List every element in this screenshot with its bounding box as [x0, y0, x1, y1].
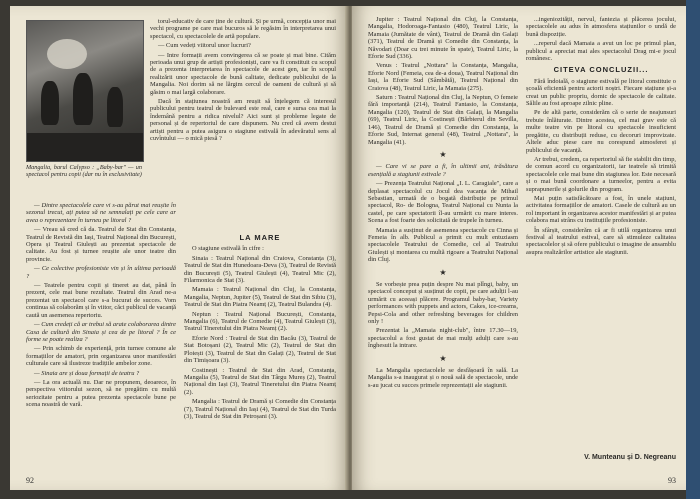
author-signature: V. Munteanu și D. Negreanu [584, 454, 676, 461]
paragraph: Costinești : Teatrul de Stat din Arad, Constanța, Mangalia (5), Teatrul de Stat din Târgu Mureș (2), Teatrul Național din Iași (3), Teatrul Tineretului din Piatra Neamț (2). [184, 366, 336, 396]
photo-caption: Mangalia, barul Calypso : „Baby-bar" — un spectacol pentru copii (dar nu în exclusivitate) [26, 164, 142, 178]
audience-figure [27, 133, 143, 161]
paragraph: — Intre formații avem convingerea că se poate și mai bine. Cităm perioada unui grup de artiști profesioniști, care va fi constituit cu scopul de a prezenta interpretarea în spectacole de acest gen, iar în scopul realizării unor spectacole de bună calitate, dedicate publicului de la Mangalia. Noi dorim să ne lărgim cercul de oameni de cultură și să găsim o mai largă colaborare. [150, 51, 336, 96]
paragraph: — Prin schimb de experiență, prin turnee comune ale formațiilor de amatori, prin organizarea unor manifestări culturale care să ilustreze tradițiile ambelor zone. [26, 345, 176, 368]
paragraph: Jupiter : Teatrul Național din Cluj, la Constanța, Mangalia, Hodoroaga-Fantasio (480), Teatrul Liric, la Mamaia (Jumătate de vânt), Teatrul de Dramă din Galați (371), Teatrul de Dramă și Comedie din Constanța, la Năvodari (Doar cu trei minute în spate), Teatrul Liric, la Eforie Sud (336). [368, 16, 518, 61]
right-page [352, 6, 690, 490]
paragraph: ...reperul dacă Mamaia a avut un loc pe primul plan, publicul a apreciat mai ales spectacolul Drag mi-e jocul românesc. [526, 40, 676, 63]
column-2 [184, 230, 336, 422]
paragraph: În sfârșit, considerăm că ar fi utilă organizarea unui festival al teatrului estival, care să stimuleze calitatea spectacolelor și să ofere publicului o imagine de ansamblu asupra realizărilor artistice ale stagiunii. [526, 226, 676, 256]
paragraph: — La ora actuală nu. Dar ne propunem, deoarece, în perspectiva viitorului sezon, să ne pregătim cu multă seriozitate pentru a putea prezenta spectacole bune pe scena noastră de vară. [26, 378, 176, 409]
left-page [10, 6, 348, 490]
paragraph: La Mangalia spectacolele se desfășoară în sală. La Mangalia s-a inaugurat și o nouă sală de spectacole, unde s-au jucat cu succes primele reprezentații ale stagiunii. [368, 367, 518, 389]
star-separator-icon: ★ [439, 353, 447, 363]
paragraph: — Ce colective profesioniste vin și în ultima perioadă ? [26, 265, 176, 280]
paragraph: Se vorbește prea puțin despre Nu mai plîngi, baby, un spectacol conceput și susținut de copii, pe care adulții l-au urmărit cu aceeași plăcere. Programul baby-bar, Variety performances with puppets and actors, Cakes, ice-creams, Pepsi-Cola and other refreshing beverages for children only ! [368, 281, 518, 326]
paragraph: Dacă în stațiunea noastră am reușit să înțelegem că interesul publicului pentru teatrul de bulevard este real, care e sursa cea mai la îndemână pentru a ridica nivelul? Aici sunt și probleme legate de personal și de repertoriul de care dispunem. Nu cred că avem destui artiști pentru a putea asigura o stagiune estivală în adevăratul sens al cuvîntului — o mică piesă ? [150, 98, 336, 143]
column-4 [526, 16, 676, 258]
paragraph: Sinaia : Teatrul Național din Craiova, Constanța (3), Teatrul de Stat din Hunedoara-Deva (3), Teatrul de Revistă din București (5), Teatrul Giulești (4), Teatrul Mic (2), Filarmonica de Stat (3). [184, 254, 336, 285]
column-1-top [150, 18, 336, 145]
star-separator-icon: ★ [439, 149, 447, 159]
paragraph: — Cum credeți că ar trebui să arate colaborarea dintre Casa de cultură din Sinaia și cea de pe litoral ? În ce forme se poate realiza ? [26, 321, 176, 343]
paragraph: Eforie Nord : Teatrul de Stat din Bacău (3), Teatrul de Stat Botoșani (2), Teatrul Mic (2), Teatrul de Stat din Ploiești (3), Teatrul de Stat din Galați (2), Teatrul de Stat din Timișoara (3). [184, 334, 336, 365]
page-number-left: 92 [26, 476, 34, 485]
stage-light [47, 39, 87, 69]
paragraph: ...ingeniozității, nervul, fantezia și plăcerea jocului, spectacolele au adus în atmosfera stațiunilor o undă de bună dispoziție. [526, 16, 676, 38]
paragraph: — Prezența Teatrului Național „I. L. Caragiale", care a deplasat spectacolul cu Jocul dea vacanța de Mihail Sebastian, urmată de o bogată distribuție pe primul spectacol, Ro- de Bologna, Teatrul Național cu Nunta la castel, pe care spectatorii îl-au urmărit cu mare interes. Scena a fost foarte des solicitată de trupele în turneu. [368, 180, 518, 225]
paragraph: Ar trebui, credem, ca repertoriul să fie stabilit din timp, de comun acord cu organizatorii, iar teatrele să trimită spectacolele cele mai bune din stagiunea lor. Este necesară și o mai bună coordonare a turneelor, pentru a evita suprapunerile și golurile din program. [526, 155, 676, 193]
paragraph: Neptun : Teatrul Național București, Constanța, Mangalia (6), Teatrul de Comedie (4), Teatrul Giulești (3), Teatrul Tineretului din Piatra Neamț (2). [184, 310, 336, 333]
paragraph: — Sinaia are și doua formații de teatru ? [34, 369, 140, 377]
paragraph: Mamaia : Teatrul Național din Cluj, la Constanța, Mangalia, Neptun, Jupiter (5), Teatrul de Stat din Sibiu (3), Teatrul de Stat din Piatra Neamț (2), Teatrul Bulandra (4). [184, 286, 336, 309]
paragraph: Venus : Teatrul „Nottara" la Constanța, Mangalia, Eforie Nord (Femeia, cea de-a doua), Teatrul Național din Iași, la Eforie Sud (Sâmbătă), Teatrul Național din Craiova (48), Teatrul Liric, la Mamaia (275). [368, 62, 518, 92]
paragraph: Mangalia : Teatrul de Dramă și Comedie din Constanța (7), Teatrul Național din Iași (4), Teatrul de Stat din Turda (3), Teatrul de Stat din Petroșani (3). [184, 398, 336, 420]
paragraph: Mai puțin satisfăcătoare a fost, în unele stațiuni, activitatea formațiilor de amatori. Casele de cultură au un rol important în organizarea acestor manifestări și ar putea colabora mai strâns cu instituțiile profesioniste. [526, 194, 676, 225]
paragraph: — Care vi se pare a fi, în ultimii ani, trăsătura esențială a stagiunii estivale ? [368, 163, 518, 178]
column-1-bottom [26, 202, 176, 411]
paragraph: Fără îndoială, o stagiune estivală pe litoral constituie o școală eficientă pentru actorii noștri. Fiecare stațiune și-a creat un public propriu, dornic de spectacole de calitate. Sălile au fost aproape zilnic pline. [526, 77, 676, 108]
page-number-right: 93 [668, 476, 676, 485]
star-separator-icon: ★ [439, 267, 447, 277]
paragraph: Prezentat la „Mamaia night-club", între 17.30—19, spectacolul a fost gustat de mai mulți adulți care s-au înghesuit la intrare. [368, 327, 518, 350]
paragraph: torul-educativ de care ține de cultură. Și pe urmă, concepția unor mai vechi programe pe care mai bucuros să le regăsim în interpretarea unui spectacol, cu spectacolele de artă populare. [150, 18, 336, 40]
stage-photo [26, 20, 144, 162]
paragraph: — Dintre spectacolele care vi s-au părut mai reușite în sezonul trecut, ați putea să ne semnalați pe cele care ar avea o reprezentare în turneu pe litoral ? [26, 202, 176, 224]
book-cover-edge [686, 0, 700, 499]
paragraph: Mamaia a susținut de asemenea spectacole cu Cinna și Femeia în alb. Publicul a primit cu mult entuziasm spectacolele Teatrului de Comedie, cel al Teatrului Giulești și montarea cu multă rigoare a Teatrului Național din Cluj. [368, 226, 518, 264]
performer-figure [107, 87, 123, 127]
performer-figure [41, 81, 59, 125]
paragraph: O stagiune estivală în cifre : [192, 245, 264, 253]
paragraph: Pe de altă parte, considerăm că o serie de neajunsuri trebuie înlăturate. Dintre acestea, cel mai grav este că multe teatre vin pe litoral cu spectacole insuficient pregătite, cu distribuții reduse, cu decoruri improvizate. Altele aduc piese care nu corespund atmosferei și publicului de vacanță. [526, 109, 676, 154]
paragraph: — Teatrele pentru copii și tineret au dat, până în prezent, cele mai bune rezultate. Teatrul din Arad ne-a prezentat un spectacol care s-a bucurat de succes. Vom continua să colaborăm și în viitor, căci publicul de vacanță caută un asemenea repertoriu. [26, 282, 176, 319]
paragraph: — Cum vedeți viitorul unor lucruri? [158, 42, 251, 50]
paragraph: Saturn : Teatrul Național din Cluj, la Neptun, O femeie fără importanță (214), Teatrul Fantasio, la Constanța, Mangalia (120), Teatrul de Stat din Galați, la Mangalia (69), Teatrul Liric, la Costinești (Bărbierul din Sevilla, 146), Teatrul de Dramă și Comedie din Constanța, la Eforie Sud, Internat general (48), Teatrul „Nottara", la Mangalia (41). [368, 94, 518, 146]
column-3 [368, 16, 518, 391]
section-heading-la-mare: LA MARE [239, 233, 281, 242]
paragraph: — Vreau să cred că da. Teatrul de Stat din Constanța, Teatrul de Revistă din Iași, Teatrul Național din București, Opera și Teatrul Giulești au prezentat spectacole de calitate. Au fost și turnee reușite ale unor teatre din provincie. [26, 226, 176, 263]
section-heading-concluzii: CITEVA CONCLUZII... [553, 65, 649, 75]
performer-figure [73, 73, 93, 125]
